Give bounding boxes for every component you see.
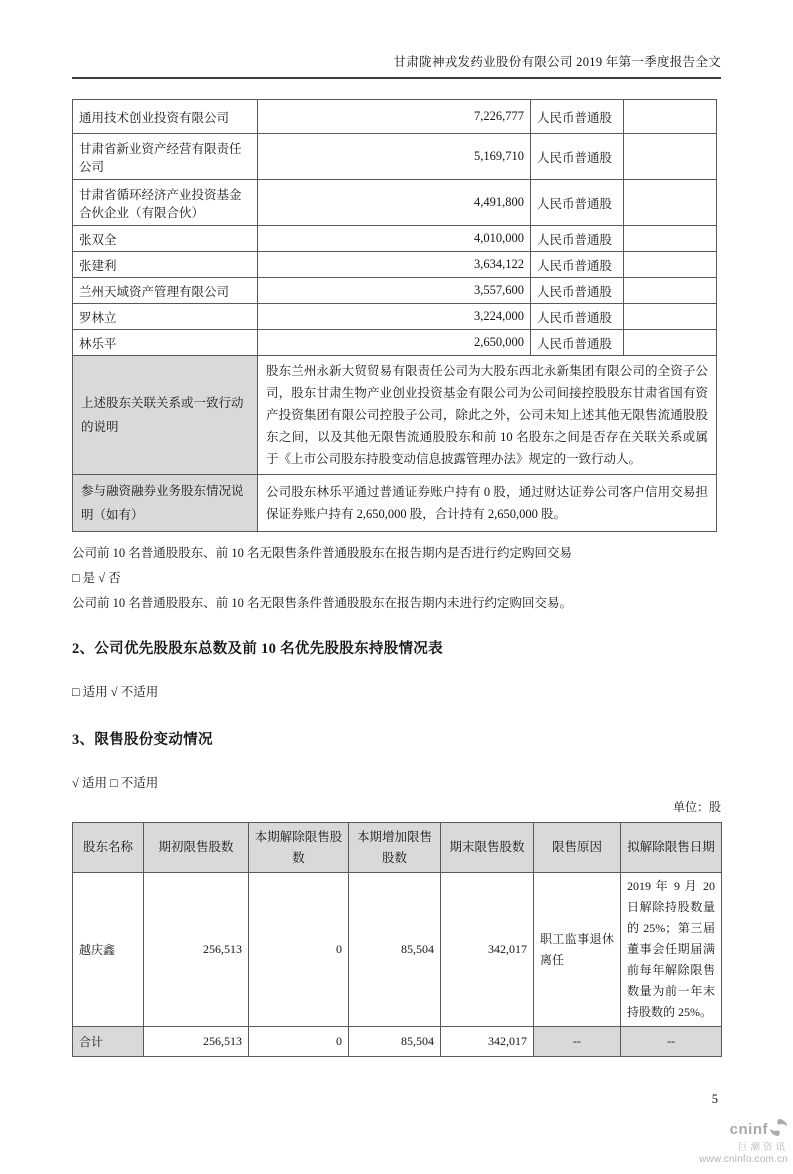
shares-held: 7,226,777 xyxy=(258,100,531,134)
empty-cell xyxy=(624,252,717,278)
empty-cell xyxy=(624,278,717,304)
share-type: 人民币普通股 xyxy=(531,304,624,330)
share-type: 人民币普通股 xyxy=(531,226,624,252)
total-end: 342,017 xyxy=(441,1027,534,1057)
table-row xyxy=(73,330,717,356)
shares-held: 2,650,000 xyxy=(258,330,531,356)
table-header-row xyxy=(73,823,722,873)
share-type: 人民币普通股 xyxy=(531,134,624,180)
col-header-end-restricted: 期末限售股数 xyxy=(441,823,534,873)
shares-held: 3,557,600 xyxy=(258,278,531,304)
col-header-added: 本期增加限售股数 xyxy=(349,823,441,873)
share-type: 人民币普通股 xyxy=(531,100,624,134)
empty-cell xyxy=(624,180,717,226)
shares-held: 3,224,000 xyxy=(258,304,531,330)
begin-restricted-shares: 256,513 xyxy=(144,873,249,1027)
cninfo-logo-url: www.cninfo.com.cn xyxy=(699,1154,788,1165)
repurchase-statement: 公司前 10 名普通股股东、前 10 名无限售条件普通股股东在报告期内未进行约定购回交易。 xyxy=(72,596,573,610)
total-added: 85,504 xyxy=(349,1027,441,1057)
table-row xyxy=(73,873,722,1027)
col-header-reason: 限售原因 xyxy=(534,823,621,873)
cninfo-logo-text: cninf xyxy=(729,1120,768,1138)
col-header-begin-restricted: 期初限售股数 xyxy=(144,823,249,873)
empty-cell xyxy=(624,134,717,180)
shareholder-name: 张双全 xyxy=(73,226,258,252)
table-row xyxy=(73,304,717,330)
empty-cell xyxy=(624,304,717,330)
total-released: 0 xyxy=(249,1027,349,1057)
share-type: 人民币普通股 xyxy=(531,252,624,278)
released-shares: 0 xyxy=(249,873,349,1027)
shares-held: 5,169,710 xyxy=(258,134,531,180)
relationship-note-text: 股东兰州永新大贸贸易有限责任公司为大股东西北永新集团有限公司的全资子公司，股东甘肃生物产业创业投资基金有限公司为公司间接控股股东甘肃省国有资产投资集团有限公司控股子公司，除此之外，公司未知上述其他无限售流通股股东之间，以及其他无限售流通股股东和前 10 名股东之间是否存在关联关系或属于《上市公司股东持股变动信息披露管理办法》规定的一致行动人。 xyxy=(258,356,717,475)
section-heading-preferred-shareholders: 2、公司优先股股东总数及前 10 名优先股股东持股情况表 xyxy=(72,641,443,657)
empty-cell xyxy=(624,330,717,356)
share-type: 人民币普通股 xyxy=(531,330,624,356)
table-row xyxy=(73,475,717,532)
repurchase-answer: □ 是 √ 否 xyxy=(72,571,121,585)
section-heading-restricted-shares: 3、限售股份变动情况 xyxy=(72,732,213,748)
total-label: 合计 xyxy=(73,1027,144,1057)
unit-label: 单位：股 xyxy=(672,800,721,814)
margin-trading-note-text: 公司股东林乐平通过普通证券账户持有 0 股，通过财达证券公司客户信用交易担保证券账户持有 2,650,000 股，合计持有 2,650,000 股。 xyxy=(258,475,717,532)
shareholder-name: 越庆鑫 xyxy=(73,873,144,1027)
shareholder-name: 甘肃省新业资产经营有限责任公司 xyxy=(73,134,258,180)
cninfo-logo-chinese: 巨潮资讯 xyxy=(737,1141,788,1153)
col-header-released: 本期解除限售股数 xyxy=(249,823,349,873)
total-date: -- xyxy=(621,1027,722,1057)
page-header-title: 甘肃陇神戎发药业股份有限公司 2019 年第一季度报告全文 xyxy=(72,52,721,79)
table-total-row xyxy=(73,1027,722,1057)
empty-cell xyxy=(624,226,717,252)
shareholder-name: 兰州天域资产管理有限公司 xyxy=(73,278,258,304)
table-row xyxy=(73,180,717,226)
total-begin: 256,513 xyxy=(144,1027,249,1057)
end-restricted-shares: 342,017 xyxy=(441,873,534,1027)
table-row xyxy=(73,226,717,252)
col-header-release-date: 拟解除限售日期 xyxy=(621,823,722,873)
shareholder-name: 通用技术创业投资有限公司 xyxy=(73,100,258,134)
shareholder-name: 甘肃省循环经济产业投资基金合伙企业（有限合伙） xyxy=(73,180,258,226)
shareholder-name: 罗林立 xyxy=(73,304,258,330)
table-row xyxy=(73,100,717,134)
shares-held: 3,634,122 xyxy=(258,252,531,278)
release-date-plan: 2019 年 9 月 20 日解除持股数量的 25%；第三届董事会任期届满前每年解除限售数量为前一年末持股数的 25%。 xyxy=(621,873,722,1027)
share-type: 人民币普通股 xyxy=(531,278,624,304)
table-row xyxy=(73,134,717,180)
top-shareholders-table xyxy=(72,99,717,532)
shares-held: 4,010,000 xyxy=(258,226,531,252)
page-number: 5 xyxy=(711,1092,718,1106)
relationship-note-label: 上述股东关联关系或一致行动的说明 xyxy=(73,356,258,475)
restricted-applicability: √ 适用 □ 不适用 xyxy=(72,776,159,790)
table-row xyxy=(73,356,717,475)
shares-held: 4,491,800 xyxy=(258,180,531,226)
added-shares: 85,504 xyxy=(349,873,441,1027)
share-type: 人民币普通股 xyxy=(531,180,624,226)
shareholder-name: 林乐平 xyxy=(73,330,258,356)
total-reason: -- xyxy=(534,1027,621,1057)
margin-trading-note-label: 参与融资融券业务股东情况说明（如有） xyxy=(73,475,258,532)
col-header-shareholder-name: 股东名称 xyxy=(73,823,144,873)
preferred-applicability: □ 适用 √ 不适用 xyxy=(72,685,159,699)
restricted-shares-table xyxy=(72,822,722,1057)
restriction-reason: 职工监事退休离任 xyxy=(534,873,621,1027)
repurchase-question: 公司前 10 名普通股股东、前 10 名无限售条件普通股股东在报告期内是否进行约定购回交易 xyxy=(72,546,573,560)
table-row xyxy=(73,278,717,304)
cninfo-logo xyxy=(699,1118,788,1165)
shareholder-name: 张建利 xyxy=(73,252,258,278)
table-row xyxy=(73,252,717,278)
empty-cell xyxy=(624,100,717,134)
